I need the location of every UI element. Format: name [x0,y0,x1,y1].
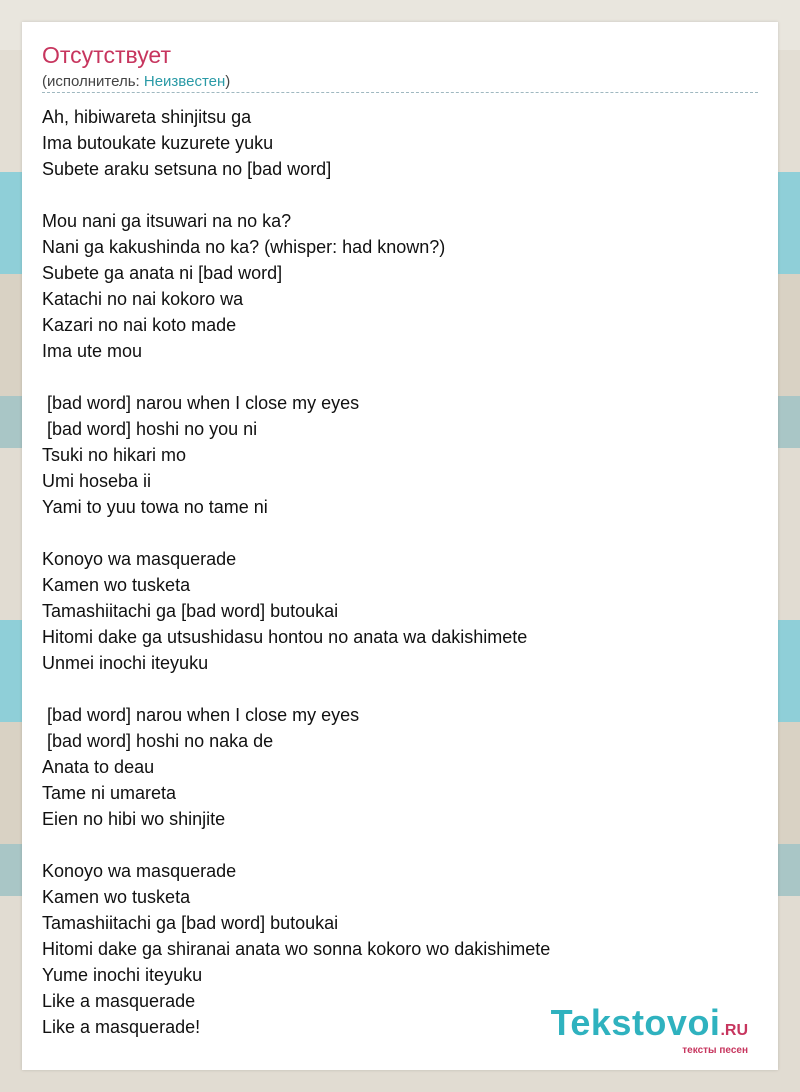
lyric-line: Kamen wo tusketa [42,887,191,907]
lyric-line: [bad word] narou when I close my eyes [42,393,360,413]
lyric-line: Ima ute mou [42,341,143,361]
site-logo[interactable] [550,1002,748,1056]
lyric-line: [bad word] hoshi no you ni [42,419,258,439]
lyric-line: Konoyo wa masquerade [42,549,237,569]
lyric-line: Ah, hibiwareta shinjitsu ga [42,107,252,127]
lyric-line: Kazari no nai koto made [42,315,237,335]
lyric-line: Unmei inochi iteyuku [42,653,209,673]
lyric-line: Konoyo wa masquerade [42,861,237,881]
artist-link[interactable]: Неизвестен [143,73,226,90]
logo-tagline: тексты песен [682,1045,748,1056]
lyric-line [42,676,758,702]
lyric-line [42,520,758,546]
lyric-line: Tamashiitachi ga [bad word] butoukai [42,601,339,621]
logo-suffix: .RU [720,1022,748,1039]
lyric-line: [bad word] narou when I close my eyes [42,705,360,725]
lyric-line: Kamen wo tusketa [42,575,191,595]
lyric-line: Subete araku setsuna no [bad word] [42,159,332,179]
lyric-line [42,182,758,208]
lyric-line: Like a masquerade! [42,1017,201,1037]
lyric-line [42,832,758,858]
lyric-line: Like a masquerade [42,991,196,1011]
lyric-line: Subete ga anata ni [bad word] [42,263,283,283]
lyric-line: Nani ga kakushinda no ka? (whisper: had known?) [42,237,446,257]
song-title: Отсутствует [42,42,171,68]
lyric-line: [bad word] hoshi no naka de [42,731,274,751]
lyric-line: Ima butoukate kuzurete yuku [42,133,274,153]
lyric-line: Yami to yuu towa no tame ni [42,497,268,517]
lyric-line [42,364,758,390]
lyric-line: Tsuki no hikari mo [42,445,187,465]
lyric-line: Katachi no nai kokoro wa [42,289,244,309]
lyric-line: Umi hoseba ii [42,471,152,491]
logo-name: Tekstovoi [550,1002,721,1043]
lyrics-text [42,104,758,1040]
artist-suffix: ) [225,73,231,90]
lyric-line: Hitomi dake ga shiranai anata wo sonna kokoro wo dakishimete [42,939,551,959]
lyric-line: Anata to deau [42,757,155,777]
lyric-line: Mou nani ga itsuwari na no ka? [42,211,292,231]
lyric-line: Hitomi dake ga utsushidasu hontou no anata wa dakishimete [42,627,528,647]
lyric-line: Yume inochi iteyuku [42,965,203,985]
lyrics-card [22,22,778,1070]
divider [42,92,758,93]
artist-line [42,73,230,90]
artist-prefix: (исполнитель: [42,73,144,90]
lyric-line: Eien no hibi wo shinjite [42,809,226,829]
lyric-line: Tame ni umareta [42,783,177,803]
lyric-line: Tamashiitachi ga [bad word] butoukai [42,913,339,933]
